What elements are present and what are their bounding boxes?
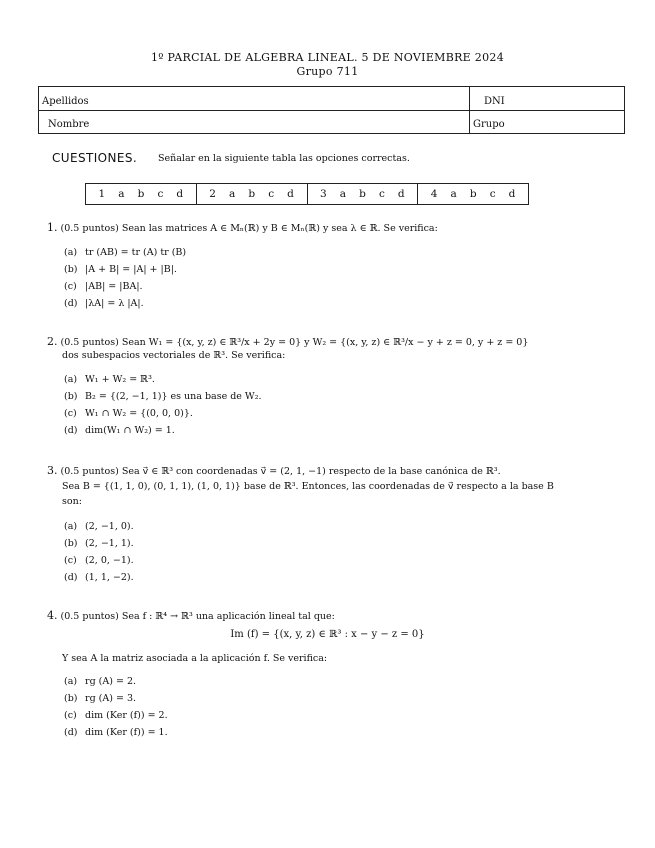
question-1 bbox=[47, 221, 438, 235]
question-text: Y sea A la matriz asociada a la aplicación f. Se verifica: bbox=[62, 653, 328, 664]
cuestiones-heading: CUESTIONES. bbox=[52, 151, 138, 165]
option-a[interactable]: a bbox=[229, 188, 236, 200]
option-a[interactable]: a bbox=[118, 188, 125, 200]
question-1-options bbox=[64, 244, 186, 312]
answer-cell-2[interactable] bbox=[196, 184, 307, 204]
option-label: (d) bbox=[64, 572, 78, 583]
option-c[interactable]: c bbox=[268, 188, 275, 200]
option-label: (d) bbox=[64, 425, 78, 436]
question-text: Sea B = {(1, 1, 0), (0, 1, 1), (1, 0, 1)} base de ℝ³. Entonces, las coordenadas de v⃗ respecto a la base B bbox=[62, 481, 554, 492]
option-label: (c) bbox=[64, 408, 77, 419]
option-row[interactable] bbox=[64, 569, 134, 586]
option-row[interactable] bbox=[64, 244, 186, 261]
option-d[interactable]: d bbox=[508, 188, 516, 200]
divider bbox=[469, 87, 470, 133]
option-row[interactable] bbox=[64, 724, 168, 741]
option-label: (c) bbox=[64, 555, 77, 566]
option-label: (c) bbox=[64, 281, 77, 292]
question-number: 1. bbox=[47, 221, 58, 234]
option-c[interactable]: c bbox=[378, 188, 385, 200]
option-label: (d) bbox=[64, 727, 78, 738]
option-text: rg (A) = 2. bbox=[85, 676, 137, 687]
option-row[interactable] bbox=[64, 552, 134, 569]
question-text: (0.5 puntos) Sea f : ℝ⁴ → ℝ³ una aplicación lineal tal que: bbox=[60, 611, 335, 622]
option-text: (1, 1, −2). bbox=[85, 572, 134, 583]
option-row[interactable] bbox=[64, 278, 186, 295]
option-label: (b) bbox=[64, 538, 78, 549]
exam-title: 1º PARCIAL DE ALGEBRA LINEAL. 5 DE NOVIEMBRE 2024 bbox=[150, 51, 504, 64]
question-number: 3. bbox=[47, 464, 58, 477]
option-row[interactable] bbox=[64, 518, 134, 535]
question-2-options bbox=[64, 371, 262, 439]
divider bbox=[39, 110, 624, 111]
question-text: (0.5 puntos) Sean W₁ = {(x, y, z) ∈ ℝ³/x + 2y = 0} y W₂ = {(x, y, z) ∈ ℝ³/x − y + z = 0, y + z = 0} bbox=[60, 337, 529, 348]
answer-cell-3[interactable] bbox=[307, 184, 418, 204]
option-row[interactable] bbox=[64, 707, 168, 724]
option-text: W₁ ∩ W₂ = {(0, 0, 0)}. bbox=[85, 408, 193, 419]
option-text: dim(W₁ ∩ W₂) = 1. bbox=[85, 425, 175, 436]
identification-box bbox=[38, 86, 625, 134]
option-label: (c) bbox=[64, 710, 77, 721]
question-number: 2. bbox=[47, 335, 58, 348]
option-row[interactable] bbox=[64, 295, 186, 312]
cuestiones-instruction: Señalar en la siguiente tabla las opciones correctas. bbox=[158, 153, 410, 164]
answer-table bbox=[85, 183, 529, 205]
option-label: (a) bbox=[64, 247, 78, 258]
question-text: dos subespacios vectoriales de ℝ³. Se verifica: bbox=[62, 350, 286, 361]
answer-number: 4 bbox=[430, 188, 438, 200]
option-text: |λA| = λ |A|. bbox=[85, 298, 144, 309]
option-label: (a) bbox=[64, 676, 78, 687]
answer-number: 2 bbox=[209, 188, 216, 200]
option-text: (2, −1, 1). bbox=[85, 538, 134, 549]
question-3 bbox=[47, 463, 607, 509]
option-text: (2, 0, −1). bbox=[85, 555, 134, 566]
option-b[interactable]: b bbox=[137, 188, 145, 200]
option-b[interactable]: b bbox=[469, 188, 477, 200]
option-b[interactable]: b bbox=[248, 188, 256, 200]
option-text: dim (Ker (f)) = 1. bbox=[85, 727, 168, 738]
formula: Im (f) = {(x, y, z) ∈ ℝ³ : x − y − z = 0} bbox=[230, 629, 425, 640]
option-row[interactable] bbox=[64, 690, 168, 707]
option-text: |AB| = |BA|. bbox=[85, 281, 143, 292]
option-row[interactable] bbox=[64, 388, 262, 405]
surname-label: Apellidos bbox=[42, 96, 89, 107]
question-text: son: bbox=[62, 496, 82, 507]
name-label: Nombre bbox=[48, 119, 90, 130]
option-row[interactable] bbox=[64, 261, 186, 278]
option-row[interactable] bbox=[64, 535, 134, 552]
question-number: 4. bbox=[47, 609, 58, 622]
exam-group: Grupo 711 bbox=[296, 65, 359, 78]
question-text: (0.5 puntos) Sea v⃗ ∈ ℝ³ con coordenadas v⃗ = (2, 1, −1) respecto de la base canónica de ℝ³. bbox=[60, 466, 501, 477]
option-label: (d) bbox=[64, 298, 78, 309]
dni-label: DNI bbox=[484, 96, 505, 107]
option-b[interactable]: b bbox=[359, 188, 366, 200]
answer-cell-1[interactable] bbox=[86, 184, 196, 204]
option-text: tr (AB) = tr (A) tr (B) bbox=[85, 247, 187, 258]
option-d[interactable]: d bbox=[287, 188, 294, 200]
option-c[interactable]: c bbox=[157, 188, 164, 200]
option-row[interactable] bbox=[64, 673, 168, 690]
option-label: (a) bbox=[64, 374, 78, 385]
option-row[interactable] bbox=[64, 422, 262, 439]
answer-cell-4[interactable] bbox=[417, 184, 528, 204]
option-text: dim (Ker (f)) = 2. bbox=[85, 710, 168, 721]
option-label: (b) bbox=[64, 391, 78, 402]
option-text: |A + B| = |A| + |B|. bbox=[85, 264, 177, 275]
question-4 bbox=[47, 609, 335, 623]
option-label: (a) bbox=[64, 521, 78, 532]
option-label: (b) bbox=[64, 264, 78, 275]
option-row[interactable] bbox=[64, 405, 262, 422]
option-text: W₁ + W₂ = ℝ³. bbox=[85, 374, 155, 385]
answer-number: 3 bbox=[320, 188, 327, 200]
question-2 bbox=[47, 335, 607, 362]
option-text: (2, −1, 0). bbox=[85, 521, 134, 532]
option-row[interactable] bbox=[64, 371, 262, 388]
option-text: B₂ = {(2, −1, 1)} es una base de W₂. bbox=[85, 391, 262, 402]
group-label: Grupo bbox=[473, 119, 505, 130]
question-text: (0.5 puntos) Sean las matrices A ∈ Mₙ(ℝ) y B ∈ Mₙ(ℝ) y sea λ ∈ ℝ. Se verifica: bbox=[60, 223, 438, 234]
answer-number: 1 bbox=[98, 188, 106, 200]
option-a[interactable]: a bbox=[339, 188, 347, 200]
option-c[interactable]: c bbox=[489, 188, 496, 200]
question-3-options bbox=[64, 518, 134, 586]
question-4-options bbox=[64, 673, 168, 741]
option-text: rg (A) = 3. bbox=[85, 693, 137, 704]
option-label: (b) bbox=[64, 693, 78, 704]
option-a[interactable]: a bbox=[450, 188, 457, 200]
option-d[interactable]: d bbox=[397, 188, 405, 200]
option-d[interactable]: d bbox=[176, 188, 184, 200]
